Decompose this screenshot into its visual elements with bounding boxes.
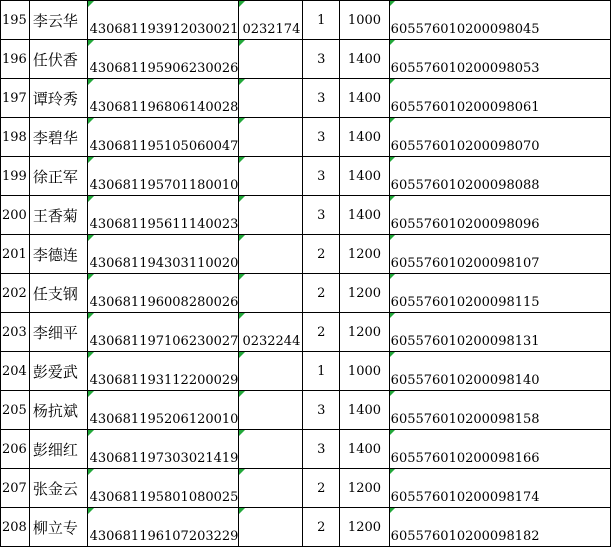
id-number-cell-text: 430681195906230026 <box>89 61 239 76</box>
id-number-cell-text: 430681195701180010 <box>89 178 239 193</box>
table-row <box>1 391 611 430</box>
amount-cell[interactable] <box>340 157 389 196</box>
error-indicator-icon <box>390 274 395 279</box>
extra-code-cell[interactable] <box>239 40 303 79</box>
error-indicator-icon <box>88 235 94 241</box>
error-indicator-icon <box>239 79 245 85</box>
error-indicator-icon <box>88 508 94 514</box>
account-cell[interactable] <box>389 313 610 352</box>
account-cell-text: 605576010200098107 <box>390 256 540 271</box>
account-cell[interactable] <box>389 508 610 547</box>
error-indicator-icon <box>239 430 245 436</box>
extra-code-cell[interactable] <box>239 469 303 508</box>
error-indicator-icon <box>88 469 94 475</box>
row-index-cell-text: 203 <box>2 324 27 340</box>
account-cell[interactable] <box>389 274 610 313</box>
name-cell-text: 柳立专 <box>32 518 78 537</box>
id-number-cell-text: 430681195105060047 <box>89 139 239 154</box>
row-index-cell[interactable] <box>1 235 30 274</box>
error-indicator-icon <box>88 391 94 397</box>
count-cell-text: 3 <box>317 90 326 106</box>
amount-cell-text: 1400 <box>347 90 382 106</box>
extra-code-cell[interactable] <box>239 196 303 235</box>
account-cell[interactable] <box>389 196 610 235</box>
account-cell-text: 605576010200098096 <box>390 217 540 232</box>
id-number-cell[interactable] <box>87 391 239 430</box>
name-cell[interactable] <box>29 469 87 508</box>
account-cell-text: 605576010200098166 <box>390 451 540 466</box>
count-cell-text: 2 <box>317 480 326 496</box>
error-indicator-icon <box>239 508 245 514</box>
row-index-cell[interactable] <box>1 274 30 313</box>
extra-code-cell[interactable] <box>239 235 303 274</box>
account-cell[interactable] <box>389 469 610 508</box>
name-cell-text: 杨抗斌 <box>32 401 78 420</box>
table-row <box>1 313 611 352</box>
amount-cell[interactable] <box>340 235 389 274</box>
id-number-cell-text: 430681195206120010 <box>89 412 239 427</box>
account-cell-text: 605576010200098061 <box>390 100 540 115</box>
row-index-cell-text: 195 <box>2 12 27 28</box>
name-cell-text: 李细平 <box>32 323 78 342</box>
error-indicator-icon <box>390 313 395 318</box>
error-indicator-icon <box>390 79 395 84</box>
error-indicator-icon <box>390 118 395 123</box>
table-row <box>1 196 611 235</box>
error-indicator-icon <box>390 235 395 240</box>
error-indicator-icon <box>239 235 245 241</box>
account-cell[interactable] <box>389 79 610 118</box>
amount-cell[interactable] <box>340 1 389 40</box>
amount-cell-text: 1400 <box>347 129 382 145</box>
table-row <box>1 508 611 547</box>
table-row <box>1 1 611 40</box>
extra-code-cell-text: 0232174 <box>242 22 301 37</box>
id-number-cell-text: 430681195801080025 <box>89 490 239 505</box>
id-number-cell[interactable] <box>87 79 239 118</box>
amount-cell-text: 1000 <box>347 12 382 28</box>
name-cell-text: 李云华 <box>32 11 78 30</box>
extra-code-cell[interactable] <box>239 118 303 157</box>
count-cell[interactable] <box>303 196 340 235</box>
error-indicator-icon <box>239 391 245 397</box>
account-cell-text: 605576010200098070 <box>390 139 540 154</box>
table-row <box>1 79 611 118</box>
error-indicator-icon <box>88 196 94 202</box>
id-number-cell[interactable] <box>87 430 239 469</box>
error-indicator-icon <box>88 118 94 124</box>
extra-code-cell[interactable] <box>239 352 303 391</box>
id-number-cell[interactable] <box>87 196 239 235</box>
account-cell-text: 605576010200098045 <box>390 22 540 37</box>
error-indicator-icon <box>390 469 395 474</box>
name-cell[interactable] <box>29 352 87 391</box>
name-cell-text: 彭爱武 <box>32 362 78 381</box>
id-number-cell[interactable] <box>87 40 239 79</box>
extra-code-cell[interactable] <box>239 274 303 313</box>
extra-code-cell[interactable] <box>239 157 303 196</box>
name-cell-text: 李德连 <box>32 245 78 264</box>
count-cell-text: 3 <box>317 51 326 67</box>
extra-code-cell[interactable] <box>239 1 303 40</box>
error-indicator-icon <box>239 118 245 124</box>
name-cell-text: 任伏香 <box>32 50 78 69</box>
amount-cell[interactable] <box>340 430 389 469</box>
count-cell-text: 3 <box>317 129 326 145</box>
account-cell[interactable] <box>389 235 610 274</box>
grid-body <box>1 1 611 547</box>
amount-cell-text: 1400 <box>347 441 382 457</box>
row-index-cell-text: 204 <box>2 363 27 379</box>
account-cell[interactable] <box>389 157 610 196</box>
account-cell[interactable] <box>389 1 610 40</box>
extra-code-cell-text: 0232244 <box>242 334 301 349</box>
table-row <box>1 157 611 196</box>
name-cell-text: 彭细红 <box>32 440 78 459</box>
row-index-cell-text: 197 <box>2 90 27 106</box>
account-cell[interactable] <box>389 391 610 430</box>
row-index-cell[interactable] <box>1 313 30 352</box>
row-index-cell-text: 200 <box>2 207 27 223</box>
id-number-cell[interactable] <box>87 313 239 352</box>
count-cell[interactable] <box>303 235 340 274</box>
amount-cell[interactable] <box>340 313 389 352</box>
extra-code-cell[interactable] <box>239 508 303 547</box>
account-cell-text: 605576010200098115 <box>390 295 540 310</box>
error-indicator-icon <box>390 508 395 513</box>
error-indicator-icon <box>239 274 245 280</box>
name-cell-text: 王香菊 <box>32 206 78 225</box>
name-cell-text: 任支钢 <box>32 284 78 303</box>
name-cell[interactable] <box>29 1 87 40</box>
row-index-cell[interactable] <box>1 79 30 118</box>
count-cell-text: 1 <box>317 12 326 28</box>
row-index-cell[interactable] <box>1 118 30 157</box>
amount-cell[interactable] <box>340 391 389 430</box>
count-cell[interactable] <box>303 274 340 313</box>
amount-cell-text: 1200 <box>347 246 382 262</box>
error-indicator-icon <box>390 391 395 396</box>
table-row <box>1 274 611 313</box>
name-cell-text: 徐正军 <box>32 167 78 186</box>
amount-cell-text: 1400 <box>347 402 382 418</box>
name-cell[interactable] <box>29 391 87 430</box>
name-cell[interactable] <box>29 274 87 313</box>
row-index-cell-text: 202 <box>2 285 27 301</box>
name-cell[interactable] <box>29 430 87 469</box>
id-number-cell[interactable] <box>87 352 239 391</box>
id-number-cell-text: 430681197106230027 <box>89 334 239 349</box>
error-indicator-icon <box>239 469 245 475</box>
table-row <box>1 469 611 508</box>
row-index-cell-text: 201 <box>2 246 27 262</box>
id-number-cell-text: 430681194303110020 <box>89 256 239 271</box>
name-cell[interactable] <box>29 235 87 274</box>
name-cell[interactable] <box>29 79 87 118</box>
error-indicator-icon <box>88 157 94 163</box>
name-cell[interactable] <box>29 196 87 235</box>
table-row <box>1 430 611 469</box>
amount-cell[interactable] <box>340 196 389 235</box>
error-indicator-icon <box>88 1 94 7</box>
account-cell-text: 605576010200098053 <box>390 61 540 76</box>
extra-code-cell[interactable] <box>239 391 303 430</box>
table-row <box>1 235 611 274</box>
error-indicator-icon <box>390 1 395 6</box>
account-cell[interactable] <box>389 430 610 469</box>
count-cell-text: 2 <box>317 324 326 340</box>
row-index-cell-text: 208 <box>2 519 27 535</box>
amount-cell[interactable] <box>340 274 389 313</box>
id-number-cell-text: 430681197303021419 <box>89 451 239 466</box>
name-cell[interactable] <box>29 508 87 547</box>
count-cell[interactable] <box>303 469 340 508</box>
error-indicator-icon <box>88 274 94 280</box>
count-cell[interactable] <box>303 157 340 196</box>
amount-cell[interactable] <box>340 352 389 391</box>
name-cell[interactable] <box>29 157 87 196</box>
count-cell-text: 2 <box>317 246 326 262</box>
table-row <box>1 118 611 157</box>
row-index-cell[interactable] <box>1 430 30 469</box>
account-cell[interactable] <box>389 118 610 157</box>
row-index-cell[interactable] <box>1 469 30 508</box>
error-indicator-icon <box>88 430 94 436</box>
amount-cell[interactable] <box>340 508 389 547</box>
account-cell[interactable] <box>389 352 610 391</box>
account-cell-text: 605576010200098158 <box>390 412 540 427</box>
row-index-cell-text: 205 <box>2 402 27 418</box>
id-number-cell[interactable] <box>87 235 239 274</box>
error-indicator-icon <box>239 352 245 358</box>
count-cell-text: 3 <box>317 441 326 457</box>
id-number-cell[interactable] <box>87 118 239 157</box>
error-indicator-icon <box>239 196 245 202</box>
id-number-cell[interactable] <box>87 157 239 196</box>
error-indicator-icon <box>390 157 395 162</box>
count-cell[interactable] <box>303 118 340 157</box>
account-cell-text: 605576010200098131 <box>390 334 540 349</box>
name-cell-text: 张金云 <box>32 479 78 498</box>
table-row <box>1 40 611 79</box>
amount-cell-text: 1200 <box>347 285 382 301</box>
error-indicator-icon <box>239 40 245 46</box>
amount-cell-text: 1200 <box>347 480 382 496</box>
amount-cell[interactable] <box>340 118 389 157</box>
row-index-cell[interactable] <box>1 157 30 196</box>
row-index-cell-text: 198 <box>2 129 27 145</box>
name-cell-text: 李碧华 <box>32 128 78 147</box>
row-index-cell-text: 207 <box>2 480 27 496</box>
name-cell[interactable] <box>29 40 87 79</box>
name-cell[interactable] <box>29 313 87 352</box>
id-number-cell-text: 430681196008280026 <box>89 295 239 310</box>
error-indicator-icon <box>88 352 94 358</box>
amount-cell-text: 1000 <box>347 363 382 379</box>
row-index-cell-text: 196 <box>2 51 27 67</box>
error-indicator-icon <box>390 196 395 201</box>
count-cell-text: 3 <box>317 402 326 418</box>
extra-code-cell[interactable] <box>239 79 303 118</box>
id-number-cell[interactable] <box>87 274 239 313</box>
extra-code-cell[interactable] <box>239 430 303 469</box>
id-number-cell-text: 430681196806140028 <box>89 100 239 115</box>
id-number-cell[interactable] <box>87 469 239 508</box>
count-cell-text: 1 <box>317 363 326 379</box>
id-number-cell-text: 430681193912030021 <box>89 22 239 37</box>
id-number-cell[interactable] <box>87 1 239 40</box>
id-number-cell-text: 430681195611140023 <box>89 217 239 232</box>
extra-code-cell[interactable] <box>239 313 303 352</box>
count-cell[interactable] <box>303 430 340 469</box>
error-indicator-icon <box>390 430 395 435</box>
row-index-cell[interactable] <box>1 352 30 391</box>
error-indicator-icon <box>390 352 395 357</box>
error-indicator-icon <box>88 40 94 46</box>
count-cell-text: 3 <box>317 168 326 184</box>
account-cell-text: 605576010200098140 <box>390 373 540 388</box>
row-index-cell-text: 199 <box>2 168 27 184</box>
account-cell[interactable] <box>389 40 610 79</box>
row-index-cell[interactable] <box>1 40 30 79</box>
amount-cell[interactable] <box>340 79 389 118</box>
error-indicator-icon <box>239 1 245 7</box>
count-cell[interactable] <box>303 391 340 430</box>
account-cell-text: 605576010200098174 <box>390 490 540 505</box>
amount-cell[interactable] <box>340 469 389 508</box>
row-index-cell[interactable] <box>1 196 30 235</box>
account-cell-text: 605576010200098088 <box>390 178 540 193</box>
name-cell[interactable] <box>29 118 87 157</box>
amount-cell-text: 1200 <box>347 324 382 340</box>
amount-cell[interactable] <box>340 40 389 79</box>
account-cell-text: 605576010200098182 <box>390 529 540 544</box>
count-cell-text: 3 <box>317 207 326 223</box>
count-cell[interactable] <box>303 352 340 391</box>
amount-cell-text: 1400 <box>347 168 382 184</box>
error-indicator-icon <box>88 79 94 85</box>
name-cell-text: 谭玲秀 <box>32 89 78 108</box>
amount-cell-text: 1400 <box>347 51 382 67</box>
error-indicator-icon <box>239 313 245 319</box>
error-indicator-icon <box>88 313 94 319</box>
amount-cell-text: 1400 <box>347 207 382 223</box>
count-cell-text: 2 <box>317 285 326 301</box>
error-indicator-icon <box>239 157 245 163</box>
count-cell[interactable] <box>303 79 340 118</box>
count-cell[interactable] <box>303 40 340 79</box>
row-index-cell[interactable] <box>1 391 30 430</box>
table-row <box>1 352 611 391</box>
row-index-cell[interactable] <box>1 1 30 40</box>
count-cell[interactable] <box>303 1 340 40</box>
count-cell[interactable] <box>303 313 340 352</box>
error-indicator-icon <box>390 40 395 45</box>
row-index-cell-text: 206 <box>2 441 27 457</box>
id-number-cell-text: 430681196107203229 <box>89 529 239 544</box>
row-index-cell[interactable] <box>1 508 30 547</box>
id-number-cell[interactable] <box>87 508 239 547</box>
count-cell[interactable] <box>303 508 340 547</box>
count-cell-text: 2 <box>317 519 326 535</box>
id-number-cell-text: 430681193112200029 <box>89 373 239 388</box>
amount-cell-text: 1200 <box>347 519 382 535</box>
